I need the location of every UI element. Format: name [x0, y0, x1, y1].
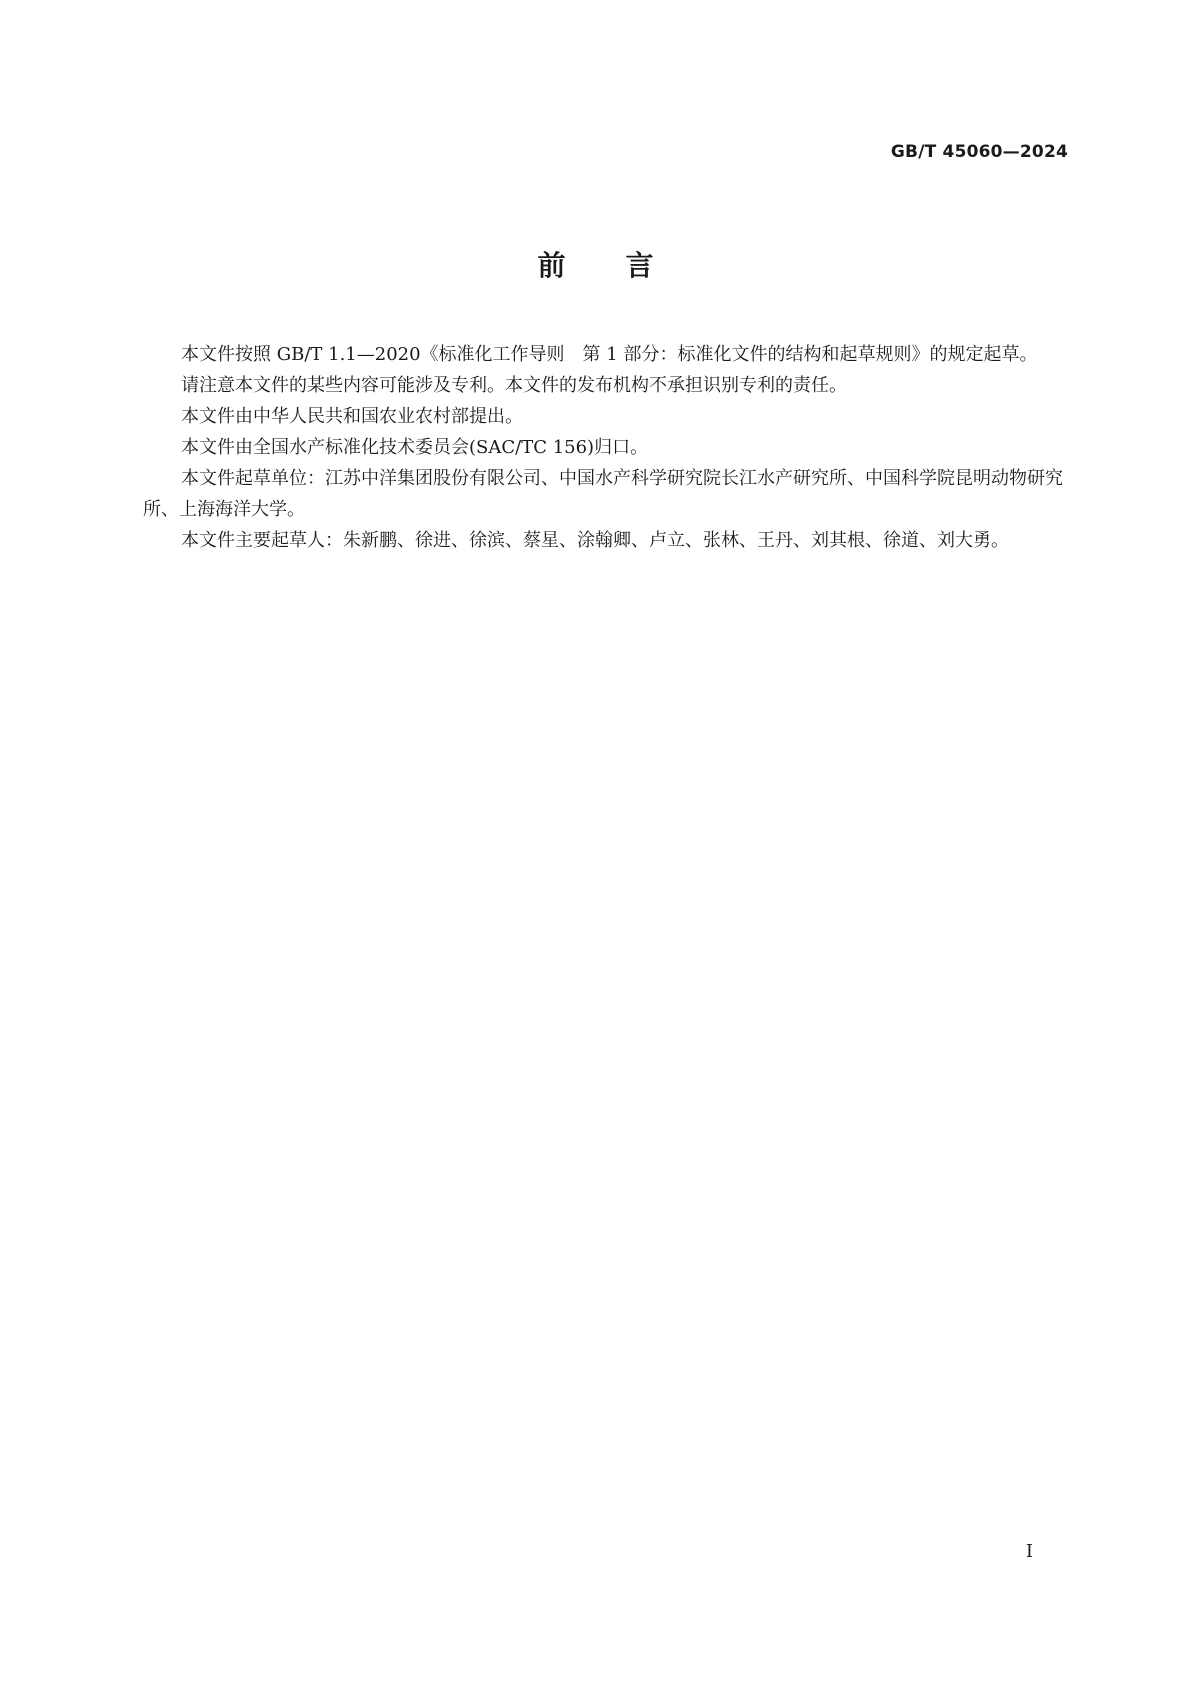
paragraph-drafting-rules: 本文件按照 GB/T 1.1—2020《标准化工作导则 第 1 部分：标准化文件的结构和起草规则》的规定起草。: [181, 344, 1038, 365]
paragraph-drafting-organizations: 本文件起草单位：江苏中洋集团股份有限公司、中国水产科学研究院长江水产研究所、中国科学院昆明动物研究所、上海海洋大学。: [143, 468, 1063, 520]
page-number: I: [1025, 1541, 1033, 1562]
foreword-body: [143, 339, 1063, 556]
paragraph-technical-committee: 本文件由全国水产标准化技术委员会(SAC/TC 156)归口。: [181, 437, 649, 458]
paragraph-drafters: 本文件主要起草人：朱新鹏、徐进、徐滨、蔡星、涂翰卿、卢立、张林、王丹、刘其根、徐道、刘大勇。: [181, 530, 1009, 551]
section-title: 前言: [537, 249, 714, 282]
standard-number: GB/T 45060—2024: [890, 142, 1068, 162]
paragraph-proposer: 本文件由中华人民共和国农业农村部提出。: [181, 406, 523, 427]
paragraph-patent-notice: 请注意本文件的某些内容可能涉及专利。本文件的发布机构不承担识别专利的责任。: [181, 375, 847, 396]
